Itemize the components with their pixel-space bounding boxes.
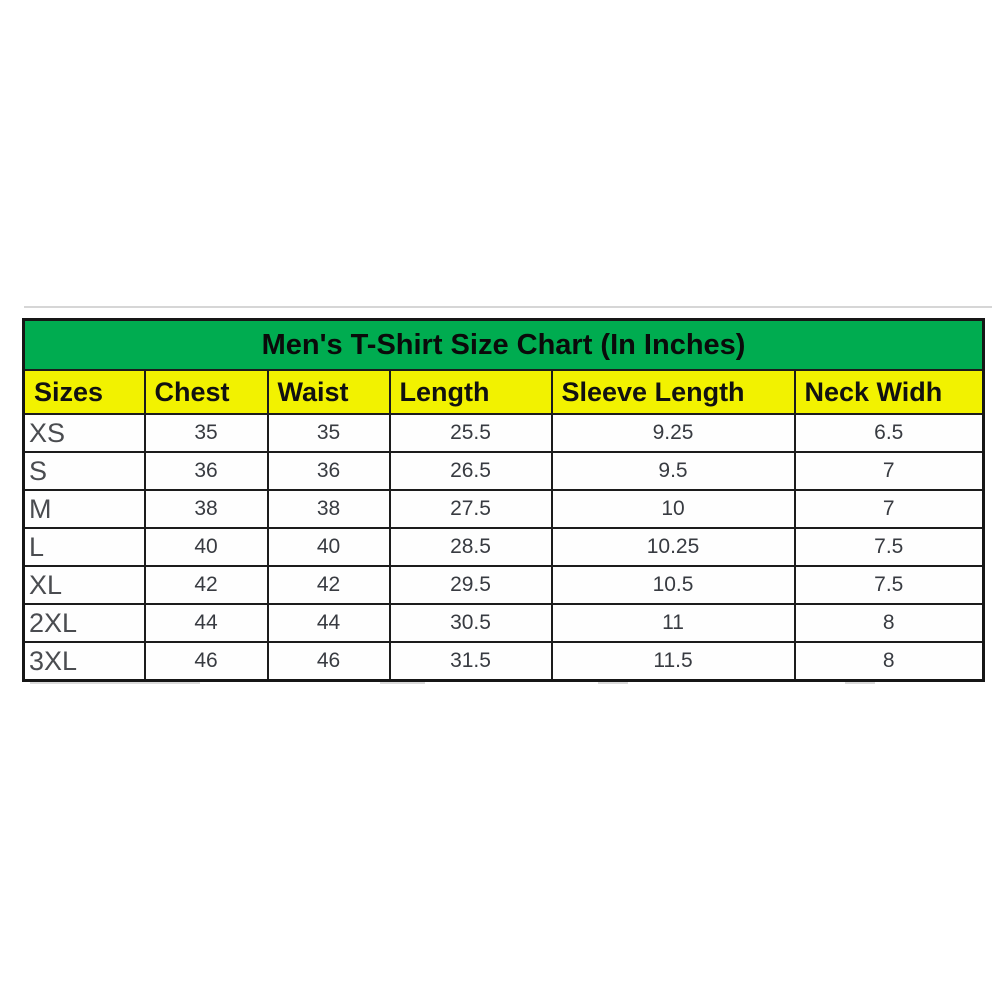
value-cell: 36 bbox=[145, 452, 268, 490]
value-cell: 10.25 bbox=[552, 528, 795, 566]
value-cell: 7 bbox=[795, 490, 984, 528]
column-header-sizes: Sizes bbox=[24, 370, 145, 414]
chart-title: Men's T-Shirt Size Chart (In Inches) bbox=[24, 320, 984, 371]
value-cell: 9.25 bbox=[552, 414, 795, 452]
value-cell: 8 bbox=[795, 642, 984, 681]
size-cell: M bbox=[24, 490, 145, 528]
value-cell: 36 bbox=[268, 452, 390, 490]
table-row-3xl bbox=[24, 642, 984, 681]
size-cell: XL bbox=[24, 566, 145, 604]
table-row-2xl bbox=[24, 604, 984, 642]
chart-title-row bbox=[24, 320, 984, 371]
value-cell: 44 bbox=[145, 604, 268, 642]
value-cell: 6.5 bbox=[795, 414, 984, 452]
spreadsheet-gridline bbox=[30, 682, 200, 684]
value-cell: 46 bbox=[145, 642, 268, 681]
value-cell: 42 bbox=[268, 566, 390, 604]
spreadsheet-gridline bbox=[24, 306, 992, 308]
value-cell: 40 bbox=[268, 528, 390, 566]
table-row-xs bbox=[24, 414, 984, 452]
size-chart-table bbox=[22, 318, 985, 682]
size-cell: L bbox=[24, 528, 145, 566]
value-cell: 38 bbox=[145, 490, 268, 528]
table-row-l bbox=[24, 528, 984, 566]
table-row-m bbox=[24, 490, 984, 528]
value-cell: 7.5 bbox=[795, 566, 984, 604]
value-cell: 28.5 bbox=[390, 528, 552, 566]
value-cell: 44 bbox=[268, 604, 390, 642]
value-cell: 31.5 bbox=[390, 642, 552, 681]
value-cell: 9.5 bbox=[552, 452, 795, 490]
value-cell: 27.5 bbox=[390, 490, 552, 528]
value-cell: 46 bbox=[268, 642, 390, 681]
value-cell: 7 bbox=[795, 452, 984, 490]
value-cell: 11.5 bbox=[552, 642, 795, 681]
column-header-waist: Waist bbox=[268, 370, 390, 414]
value-cell: 11 bbox=[552, 604, 795, 642]
value-cell: 25.5 bbox=[390, 414, 552, 452]
value-cell: 38 bbox=[268, 490, 390, 528]
spreadsheet-gridline bbox=[598, 682, 628, 684]
value-cell: 40 bbox=[145, 528, 268, 566]
value-cell: 10.5 bbox=[552, 566, 795, 604]
size-cell: S bbox=[24, 452, 145, 490]
value-cell: 26.5 bbox=[390, 452, 552, 490]
size-cell: XS bbox=[24, 414, 145, 452]
value-cell: 8 bbox=[795, 604, 984, 642]
value-cell: 35 bbox=[268, 414, 390, 452]
spreadsheet-gridline bbox=[380, 682, 425, 684]
table-row-xl bbox=[24, 566, 984, 604]
spreadsheet-gridline bbox=[845, 682, 875, 684]
value-cell: 42 bbox=[145, 566, 268, 604]
column-header-length: Length bbox=[390, 370, 552, 414]
value-cell: 30.5 bbox=[390, 604, 552, 642]
value-cell: 7.5 bbox=[795, 528, 984, 566]
size-cell: 2XL bbox=[24, 604, 145, 642]
size-cell: 3XL bbox=[24, 642, 145, 681]
table-row-s bbox=[24, 452, 984, 490]
column-header-chest: Chest bbox=[145, 370, 268, 414]
value-cell: 10 bbox=[552, 490, 795, 528]
value-cell: 29.5 bbox=[390, 566, 552, 604]
column-header-row bbox=[24, 370, 984, 414]
column-header-neck-width: Neck Widh bbox=[795, 370, 984, 414]
column-header-sleeve-length: Sleeve Length bbox=[552, 370, 795, 414]
value-cell: 35 bbox=[145, 414, 268, 452]
